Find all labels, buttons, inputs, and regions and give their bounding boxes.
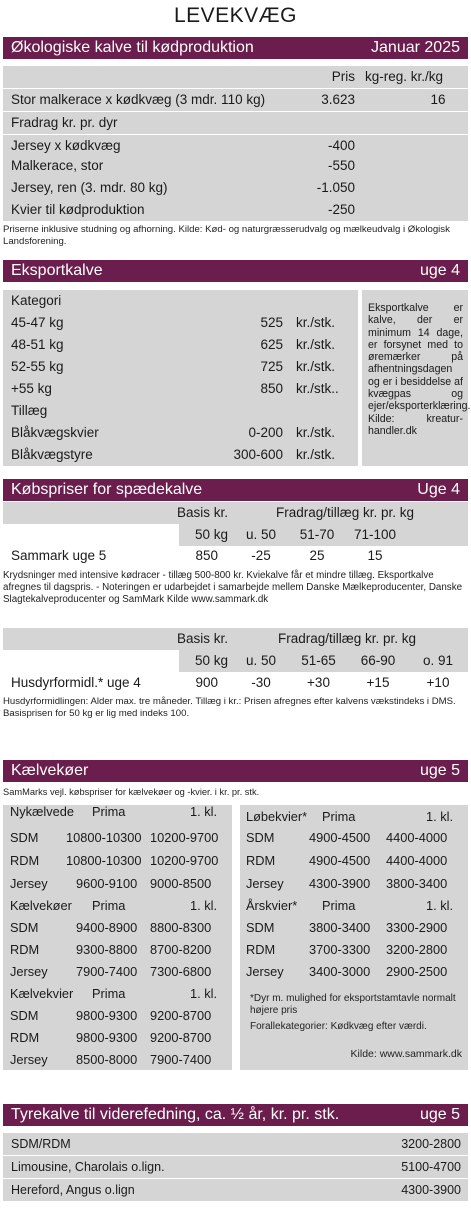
section-period: uge 5	[419, 1106, 460, 1123]
row-unit: kr./stk..	[296, 381, 339, 396]
table-header	[3, 628, 468, 650]
row-unit: kr./stk.	[296, 337, 336, 352]
col-71-100: 71-100	[353, 527, 397, 542]
breed: RDM	[246, 853, 276, 868]
kl-value: 8700-8200	[150, 942, 212, 957]
kl-value: 3800-3400	[386, 876, 448, 891]
kl-header: 1. kl.	[190, 898, 218, 913]
row-label: Stor malkerace x kødkvæg (3 mdr. 110 kg)	[11, 92, 266, 107]
kg50-header: 50 kg	[194, 527, 228, 542]
66-90-value: +15	[366, 675, 390, 690]
section-header-kaelvekoer	[3, 760, 468, 782]
col-66-90: 66-90	[360, 653, 396, 668]
col-header-pris: Pris	[331, 69, 355, 84]
table-row	[3, 89, 468, 111]
kl-value: 4400-4000	[386, 830, 448, 845]
row-label: 52-55 kg	[11, 359, 64, 374]
basis-value: 900	[195, 675, 218, 690]
prima-value: 9600-9100	[76, 876, 138, 891]
row-value: 625	[260, 337, 283, 352]
51-70-value: 25	[309, 548, 325, 563]
table-subheader	[3, 400, 358, 422]
breed: SDM	[246, 830, 275, 845]
row-value: 4300-3900	[401, 1183, 461, 1197]
prima-header: Prima	[322, 809, 356, 824]
prima-value: 3400-3000	[309, 964, 371, 979]
kl-value: 10200-9700	[150, 830, 219, 845]
breed: SDM	[10, 920, 39, 935]
row-label: +55 kg	[11, 381, 52, 396]
table-row	[3, 422, 358, 444]
section-title: Købspriser for spædekalve	[11, 481, 203, 498]
row-label: Malkerace, stor	[11, 158, 104, 173]
row-pris: -550	[327, 158, 355, 173]
section-header-okologiske	[3, 37, 468, 59]
kaelvekoer-subtitle: SamMarks vejl. købspriser for kælvekøer og -kvier. i kr. pr. stk.	[3, 787, 260, 797]
prima-header: Prima	[92, 986, 126, 1001]
section-title: Kælvekøer	[11, 762, 89, 779]
prima-value: 9400-8900	[76, 920, 138, 935]
section-title: Økologiske kalve til kødproduktion	[11, 39, 254, 56]
prima-value: 10800-10300	[66, 830, 142, 845]
kl-value: 9200-8700	[150, 1008, 212, 1023]
group-name: Årskvier*	[246, 898, 298, 913]
prima-value: 7900-7400	[76, 964, 138, 979]
table-subheader	[3, 524, 468, 546]
row-kg: 16	[430, 92, 446, 107]
row-label: SDM/RDM	[11, 1137, 71, 1151]
tillaeg-label: Tillæg	[11, 403, 48, 418]
col-u50: u. 50	[245, 527, 277, 542]
table-row	[3, 135, 468, 157]
table-row	[3, 378, 358, 400]
group-name: Kælvekøer	[10, 898, 72, 913]
breed: RDM	[10, 1030, 40, 1045]
table-row	[3, 155, 468, 177]
breed: Jersey	[246, 964, 284, 979]
table-row	[3, 112, 468, 134]
col-51-70: 51-70	[299, 527, 335, 542]
section-header-eksportkalve	[3, 260, 468, 282]
table-header	[3, 66, 468, 88]
section-period: uge 5	[419, 762, 460, 779]
table-subheader	[3, 650, 468, 672]
prima-header: Prima	[322, 898, 356, 913]
breed: Jersey	[10, 1052, 48, 1067]
table-row	[3, 356, 358, 378]
row-label: 45-47 kg	[11, 315, 64, 330]
row-label: Fradrag kr. pr. dyr	[11, 115, 118, 130]
eksport-side-note: Eksportkalve er kalve, der er minimum 14 dage, er forsynet med to øremærker på afhentningsdagen og er i besiddelse af kvægpas og ejer/eksporterklæring. Kilde: kreatur-handler.dk	[368, 302, 471, 437]
source-note: Priserne inklusive studning og afhorning. Kilde: Kød- og naturgræsserudvalg og mælkeudvalg i Økologisk Landsforening.	[3, 224, 450, 247]
table-header	[3, 502, 468, 524]
row-label: Sammark uge 5	[11, 548, 107, 563]
kl-header: 1. kl.	[426, 898, 454, 913]
kaelvekoer-source: Kilde: www.sammark.dk	[350, 1048, 462, 1060]
table-header	[3, 290, 358, 312]
row-unit: kr./stk.	[296, 315, 336, 330]
row-value: 725	[260, 359, 283, 374]
row-value: 5100-4700	[401, 1160, 461, 1174]
u50-value: -25	[251, 548, 271, 563]
row-label: Blåkvægskvier	[11, 425, 99, 440]
kategori-footnote: Forallekategorier: Kødkvæg efter værdi.	[250, 1021, 427, 1032]
kl-value: 7300-6800	[150, 964, 212, 979]
page-title: LEVEKVÆG	[173, 4, 298, 27]
col-u50: u. 50	[245, 653, 277, 668]
prima-value: 4300-3900	[309, 876, 371, 891]
col-header-kg: kg-reg. kr./kg	[365, 69, 444, 84]
prima-value: 3800-3400	[309, 920, 371, 935]
prima-value: 4900-4500	[309, 853, 371, 868]
kl-value: 9000-8500	[150, 876, 212, 891]
table-row	[3, 312, 358, 334]
husdyr-note: Husdyrformidlingen: Alder max. tre måneder. Tillæg i kr.: Prisen afregnes efter kalvens vækstindeks i DMS. Basisprisen for 50 kg er lig med indeks 100.	[3, 696, 456, 719]
group-name: Nykælvede	[10, 804, 75, 819]
prima-value: 9800-9300	[76, 1008, 138, 1023]
kl-value: 10200-9700	[150, 853, 219, 868]
section-header-spaedekalve	[3, 479, 468, 501]
row-value: 0-200	[248, 425, 283, 440]
row-label: Limousine, Charolais o.lign.	[11, 1160, 165, 1174]
prima-header: Prima	[92, 898, 126, 913]
row-label: Blåkvægstyre	[11, 447, 93, 462]
col-51-65: 51-65	[301, 653, 336, 668]
table-row	[3, 1133, 468, 1155]
row-value: 300-600	[233, 447, 283, 462]
prima-value: 8500-8000	[76, 1052, 138, 1067]
section-period: Uge 4	[417, 481, 460, 498]
row-value: 3200-2800	[401, 1137, 461, 1151]
kl-value: 3200-2800	[386, 942, 448, 957]
row-label: Jersey, ren (3. mdr. 80 kg)	[11, 180, 168, 195]
basis-value: 850	[195, 548, 218, 563]
prima-value: 4900-4500	[309, 830, 371, 845]
table-row	[3, 545, 468, 567]
prima-value: 10800-10300	[66, 853, 142, 868]
o91-value: +10	[426, 675, 450, 690]
fradrag-header: Fradrag/tillæg kr. pr. kg	[276, 505, 415, 520]
prima-value: 9300-8800	[76, 942, 138, 957]
kl-header: 1. kl.	[190, 804, 218, 819]
kategori-label: Kategori	[11, 293, 62, 308]
fradrag-header: Fradrag/tillæg kr. pr. kg	[278, 631, 417, 646]
row-pris: 3.623	[321, 92, 355, 107]
prima-value: 9800-9300	[76, 1030, 138, 1045]
breed: RDM	[246, 942, 276, 957]
breed: SDM	[246, 920, 275, 935]
basis-header: Basis kr.	[176, 505, 228, 520]
kl-value: 8800-8300	[150, 920, 212, 935]
col-o91: o. 91	[422, 653, 454, 668]
u50-value: -30	[251, 675, 271, 690]
table-row	[3, 1179, 468, 1201]
kl-header: 1. kl.	[190, 986, 218, 1001]
kl-value: 9200-8700	[150, 1030, 212, 1045]
kl-header: 1. kl.	[426, 809, 454, 824]
table-row	[3, 672, 468, 694]
kl-value: 7900-7400	[150, 1052, 212, 1067]
row-value: 850	[260, 381, 283, 396]
breed: RDM	[10, 942, 40, 957]
breed: Jersey	[10, 876, 48, 891]
table-row	[3, 444, 358, 466]
table-row	[3, 334, 358, 356]
eksport-footnote: *Dyr m. mulighed for eksportstamtavle normalt højere pris	[250, 993, 456, 1016]
51-65-value: +30	[307, 675, 330, 690]
section-title: Eksportkalve	[11, 262, 103, 279]
table-row	[3, 199, 468, 221]
breed: Jersey	[246, 876, 284, 891]
basis-header: Basis kr.	[176, 631, 228, 646]
prima-header: Prima	[92, 804, 126, 819]
group-name: Løbekvier*	[246, 809, 308, 824]
breed: SDM	[10, 830, 39, 845]
section-period: Januar 2025	[371, 39, 460, 56]
row-label: Kvier til kødproduktion	[11, 202, 145, 217]
kl-value: 2900-2500	[386, 964, 448, 979]
spaedekalve-note: Krydsninger med intensive kødracer - tillæg 500-800 kr. Kviekalve får et mindre tillæg. Eksportkalve afregnes til dagspris. - Noteringen er udarbejdet i samarbejde mellem Danske Mælkeproducenter, Danske Slagtekalveproducenter og SamMark Kilde www.sammark.dk	[3, 570, 463, 605]
row-value: 525	[260, 315, 283, 330]
71-100-value: 15	[367, 548, 383, 563]
row-unit: kr./stk.	[296, 425, 336, 440]
kl-value: 3300-2900	[386, 920, 448, 935]
breed: RDM	[10, 853, 40, 868]
prima-value: 3700-3300	[309, 942, 371, 957]
kl-value: 4400-4000	[386, 853, 448, 868]
group-name: Kælvekvier	[10, 986, 74, 1001]
row-pris: -1.050	[316, 180, 355, 195]
row-unit: kr./stk.	[296, 447, 336, 462]
table-row	[3, 177, 468, 199]
row-label: Hereford, Angus o.lign	[11, 1183, 135, 1197]
row-pris: -250	[327, 202, 355, 217]
table-row	[3, 1156, 468, 1178]
row-label: Husdyrformidl.* uge 4	[11, 675, 141, 690]
breed: SDM	[10, 1008, 39, 1023]
section-header-tyrekalve	[3, 1104, 468, 1126]
row-unit: kr./stk.	[296, 359, 336, 374]
row-pris: -400	[327, 138, 355, 153]
breed: Jersey	[10, 964, 48, 979]
row-label: 48-51 kg	[11, 337, 64, 352]
section-period: uge 4	[419, 262, 460, 279]
row-label: Jersey x kødkvæg	[11, 138, 121, 153]
kg50-header: 50 kg	[194, 653, 228, 668]
section-title: Tyrekalve til viderefedning, ca. ½ år, kr. pr. stk.	[11, 1106, 340, 1123]
